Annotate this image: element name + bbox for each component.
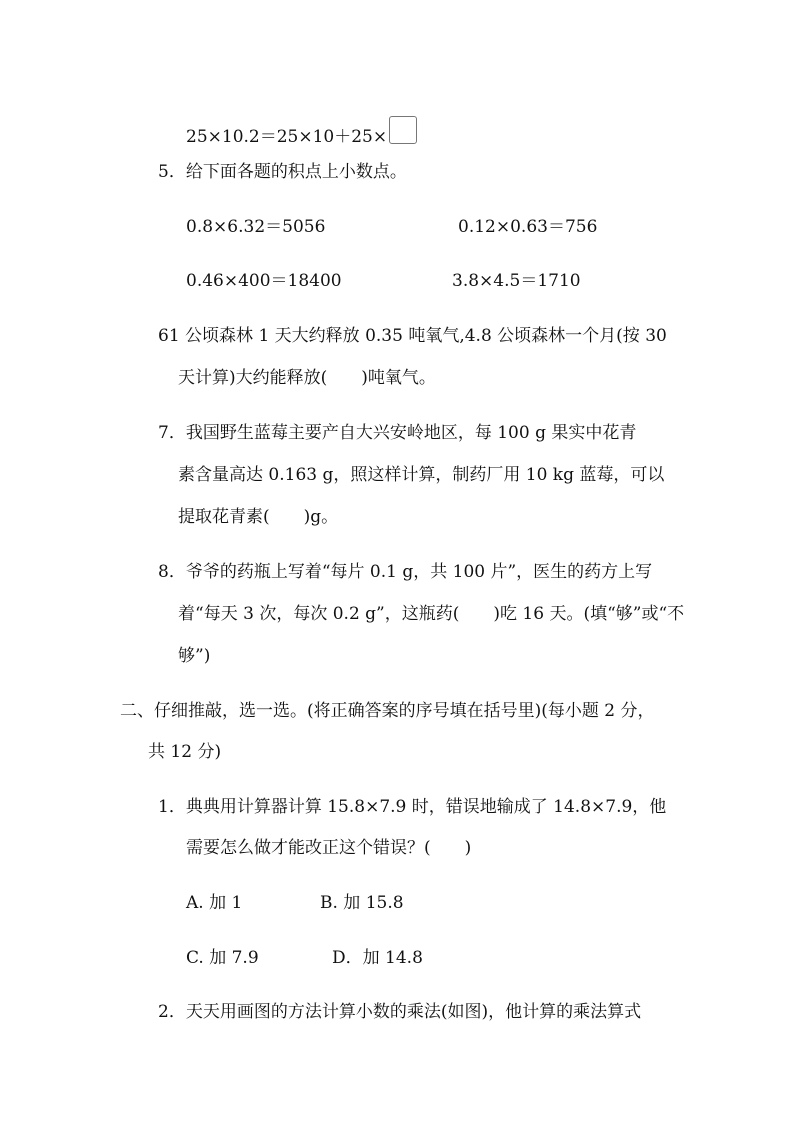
- q5-item-c: 0.46×400＝18400: [186, 271, 342, 291]
- mc1-option-d[interactable]: D．加 14.8: [332, 948, 423, 968]
- section-2-heading-cont: 共 12 分): [148, 742, 222, 762]
- mc1-line-1: 1．典典用计算器计算 15.8×7.9 时，错误地输成了 14.8×7.9，他: [158, 797, 667, 817]
- mc1-line-2-end: ): [464, 838, 472, 858]
- q7-line-2: 素含量高达 0.163 g，照这样计算，制药厂用 10 kg 蓝莓，可以: [178, 465, 665, 485]
- q5-item-b: 0.12×0.63＝756: [458, 217, 598, 237]
- q8-line-1: 8．爷爷的药瓶上写着“每片 0.1 g，共 100 片”，医生的药方上写: [158, 562, 653, 582]
- q6-line-2-start: 天计算)大约能释放(: [178, 368, 328, 388]
- q8-line-3: 够”): [178, 646, 211, 666]
- mc1-line-2: [186, 840, 471, 857]
- q8-line-2: [178, 606, 684, 623]
- mc1-option-a[interactable]: A. 加 1: [186, 893, 243, 913]
- q7-line-3: [178, 509, 338, 526]
- answer-box[interactable]: [389, 116, 417, 144]
- q6-line-2: [178, 370, 436, 387]
- q6-line-1: 61 公顷森林 1 天大约释放 0.35 吨氧气,4.8 公顷森林一个月(按 30: [158, 326, 667, 346]
- q5-title: 5．给下面各题的积点上小数点。: [158, 162, 407, 182]
- mc1-line-2-start: 需要怎么做才能改正这个错误？(: [186, 838, 431, 858]
- q7-line-1: 7．我国野生蓝莓主要产自大兴安岭地区，每 100 g 果实中花青: [158, 423, 637, 443]
- q8-line-2-start: 着“每天 3 次，每次 0.2 g”，这瓶药(: [178, 604, 460, 624]
- mc1-option-b[interactable]: B. 加 15.8: [320, 893, 404, 913]
- q7-line-3-end: )g。: [303, 507, 339, 527]
- q6-line-2-end: )吨氧气。: [361, 368, 436, 388]
- section-2-heading: 二、仔细推敲，选一选。(将正确答案的序号填在括号里)(每小题 2 分，: [120, 701, 655, 721]
- q4-equation: [186, 116, 417, 146]
- q5-item-a: 0.8×6.32＝5056: [186, 217, 326, 237]
- q4-equation-text: 25×10.2＝25×10＋25×: [186, 127, 388, 147]
- mc1-option-c[interactable]: C. 加 7.9: [186, 948, 259, 968]
- q8-line-2-end: )吃 16 天。(填“够”或“不: [493, 604, 685, 624]
- mc2-line-1: 2．天天用画图的方法计算小数的乘法(如图)，他计算的乘法算式: [158, 1002, 642, 1022]
- q5-item-d: 3.8×4.5＝1710: [452, 271, 581, 291]
- q7-line-3-start: 提取花青素(: [178, 507, 270, 527]
